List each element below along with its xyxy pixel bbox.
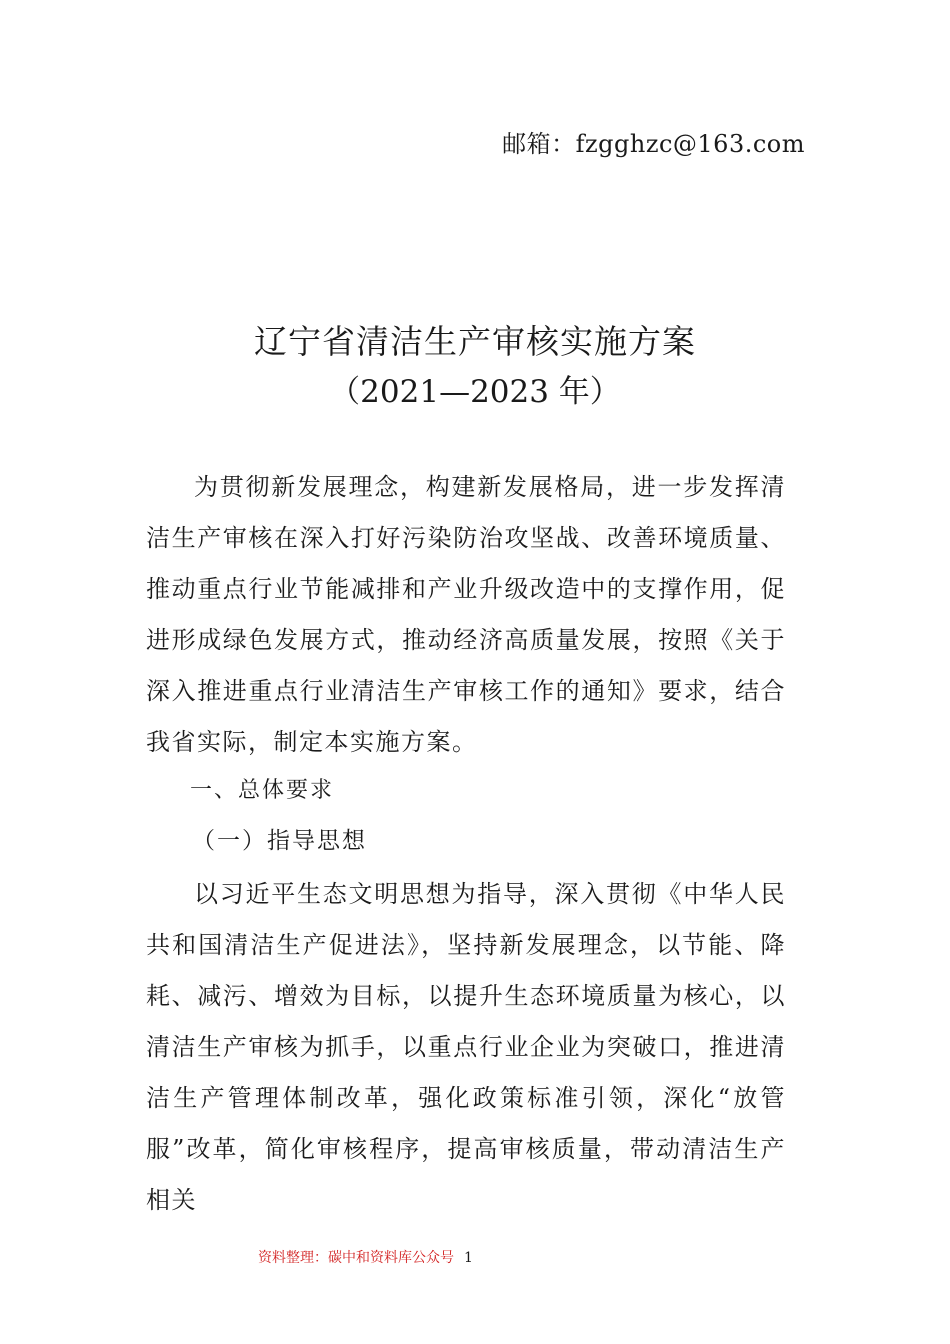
page-number: 1	[464, 1250, 473, 1266]
section-heading: 一、总体要求	[190, 778, 335, 803]
document-body	[146, 462, 786, 1226]
footer-source: 资料整理：碳中和资料库公众号	[258, 1250, 454, 1266]
document-subtitle: （2021—2023 年）	[329, 374, 621, 410]
page-footer	[258, 1247, 473, 1267]
contact-email: 邮箱：fzgghzc@163.com	[502, 130, 805, 158]
intro-paragraph: 为贯彻新发展理念，构建新发展格局，进一步发挥清洁生产审核在深入打好污染防治攻坚战、改善环境质量、推动重点行业节能减排和产业升级改造中的支撑作用，促进形成绿色发展方式，推动经济高质量发展，按照《关于深入推进重点行业清洁生产审核工作的通知》要求，结合我省实际，制定本实施方案。	[146, 473, 786, 756]
guiding-thought-paragraph: 以习近平生态文明思想为指导，深入贯彻《中华人民共和国清洁生产促进法》，坚持新发展理念，以节能、降耗、减污、增效为目标，以提升生态环境质量为核心，以清洁生产审核为抓手，以重点行业企业为突破口，推进清洁生产管理体制改革，强化政策标准引领，深化“放管服”改革，简化审核程序，提高审核质量，带动清洁生产相关	[146, 880, 786, 1214]
subsection-heading: （一）指导思想	[192, 828, 367, 854]
document-title: 辽宁省清洁生产审核实施方案	[254, 322, 696, 361]
